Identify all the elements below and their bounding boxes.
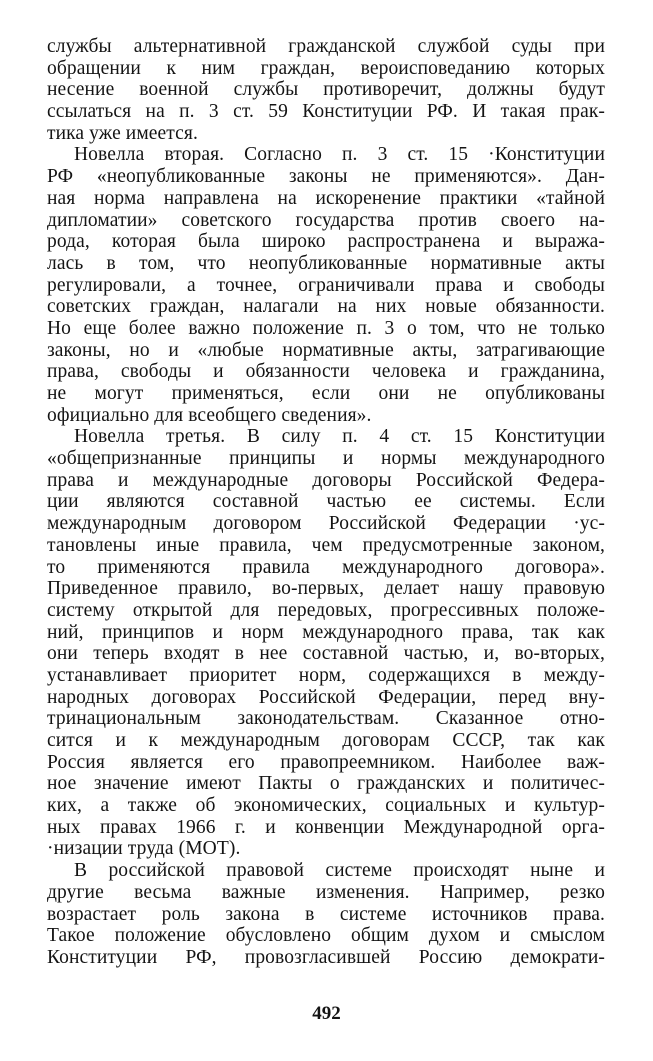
text-line: Приведенное правило, во-первых, делает нашу правовую xyxy=(47,578,605,600)
text-line: «общепризнанные принципы и нормы международного xyxy=(47,448,605,470)
text-line: В российской правовой системе происходят ныне и xyxy=(74,860,605,882)
text-line: ное значение имеют Пакты о гражданских и политичес- xyxy=(47,773,605,795)
text-line: систему открытой для передовых, прогрессивных положе- xyxy=(47,599,605,621)
text-line: Такое положение обусловлено общим духом и смыслом xyxy=(47,925,605,947)
text-line: Конституции РФ, провозгласившей Россию демократи- xyxy=(47,946,605,968)
text-line: ких, а также об экономических, социальных и культур- xyxy=(47,795,605,817)
text-line: народных договорах Российской Федерации, перед вну- xyxy=(47,686,605,708)
text-line: тринациональным законодательствам. Сказанное отно- xyxy=(47,708,605,730)
text-line: Но еще более важно положение п. 3 о том, что не только xyxy=(47,317,605,339)
text-line: рода, которая была широко распространена и выража- xyxy=(47,231,605,253)
text-line: права, свободы и обязанности человека и гражданина, xyxy=(47,361,605,383)
paragraph-1 xyxy=(47,36,605,144)
text-line: права и международные договоры Российской Федера- xyxy=(47,469,605,491)
text-line: устанавливает приоритет норм, содержащихся в между- xyxy=(47,664,605,686)
text-line: дипломатии» советского государства против своего на- xyxy=(47,209,605,231)
text-line: Новелла третья. В силу п. 4 ст. 15 Конституции xyxy=(74,426,605,448)
text-line: тановлены иные правила, чем предусмотренные законом, xyxy=(47,534,605,556)
paragraph-2 xyxy=(47,144,605,426)
text-line: советских граждан, налагали на них новые обязанности. xyxy=(47,296,605,318)
text-line: официально для всеобщего сведения». xyxy=(47,404,372,426)
text-line: другие весьма важные изменения. Например, резко xyxy=(47,881,605,903)
paragraph-4 xyxy=(47,860,605,968)
text-line: ная норма направлена на искоренение практики «тайной xyxy=(47,187,605,209)
text-line: возрастает роль закона в системе источников права. xyxy=(47,903,605,925)
text-line: Россия является его правопреемником. Наиболее важ- xyxy=(47,751,605,773)
text-line: сится и к международным договорам СССР, так как xyxy=(47,730,605,751)
text-line: ний, принципов и норм международного права, так как xyxy=(47,621,605,643)
text-line: тика уже имеется. xyxy=(47,122,198,144)
text-line: ции являются составной частью ее системы. Если xyxy=(47,491,605,513)
text-line: ·низации труда (МОТ). xyxy=(47,838,241,860)
text-line: они теперь входят в нее составной частью, и, во-вторых, xyxy=(47,643,605,665)
text-line: ссылаться на п. 3 ст. 59 Конституции РФ. И такая прак- xyxy=(47,101,605,123)
text-line: несение военной службы противоречит, должны будут xyxy=(47,79,605,101)
text-line: службы альтернативной гражданской службой суды при xyxy=(47,36,605,57)
paragraph-3 xyxy=(47,426,605,860)
text-line: не могут применяться, если они не опубликованы xyxy=(47,383,605,404)
text-line: законы, но и «любые нормативные акты, затрагивающие xyxy=(47,339,605,361)
text-line: то применяются правила международного договора». xyxy=(47,556,605,578)
text-line: регулировали, а точнее, ограничивали права и свободы xyxy=(47,274,605,296)
page-number: 492 xyxy=(312,1003,341,1024)
text-line: ных правах 1966 г. и конвенции Международной орга- xyxy=(47,816,605,838)
text-line: обращении к ним граждан, вероисповеданию которых xyxy=(47,57,605,79)
text-line: РФ «неопубликованные законы не применяются». Дан- xyxy=(47,166,605,188)
text-line: Новелла вторая. Согласно п. 3 ст. 15 ·Конституции xyxy=(74,144,605,166)
document-page xyxy=(47,36,605,969)
text-line: лась в том, что неопубликованные нормативные акты xyxy=(47,252,605,274)
text-line: международным договором Российской Федерации ·ус- xyxy=(47,513,605,535)
